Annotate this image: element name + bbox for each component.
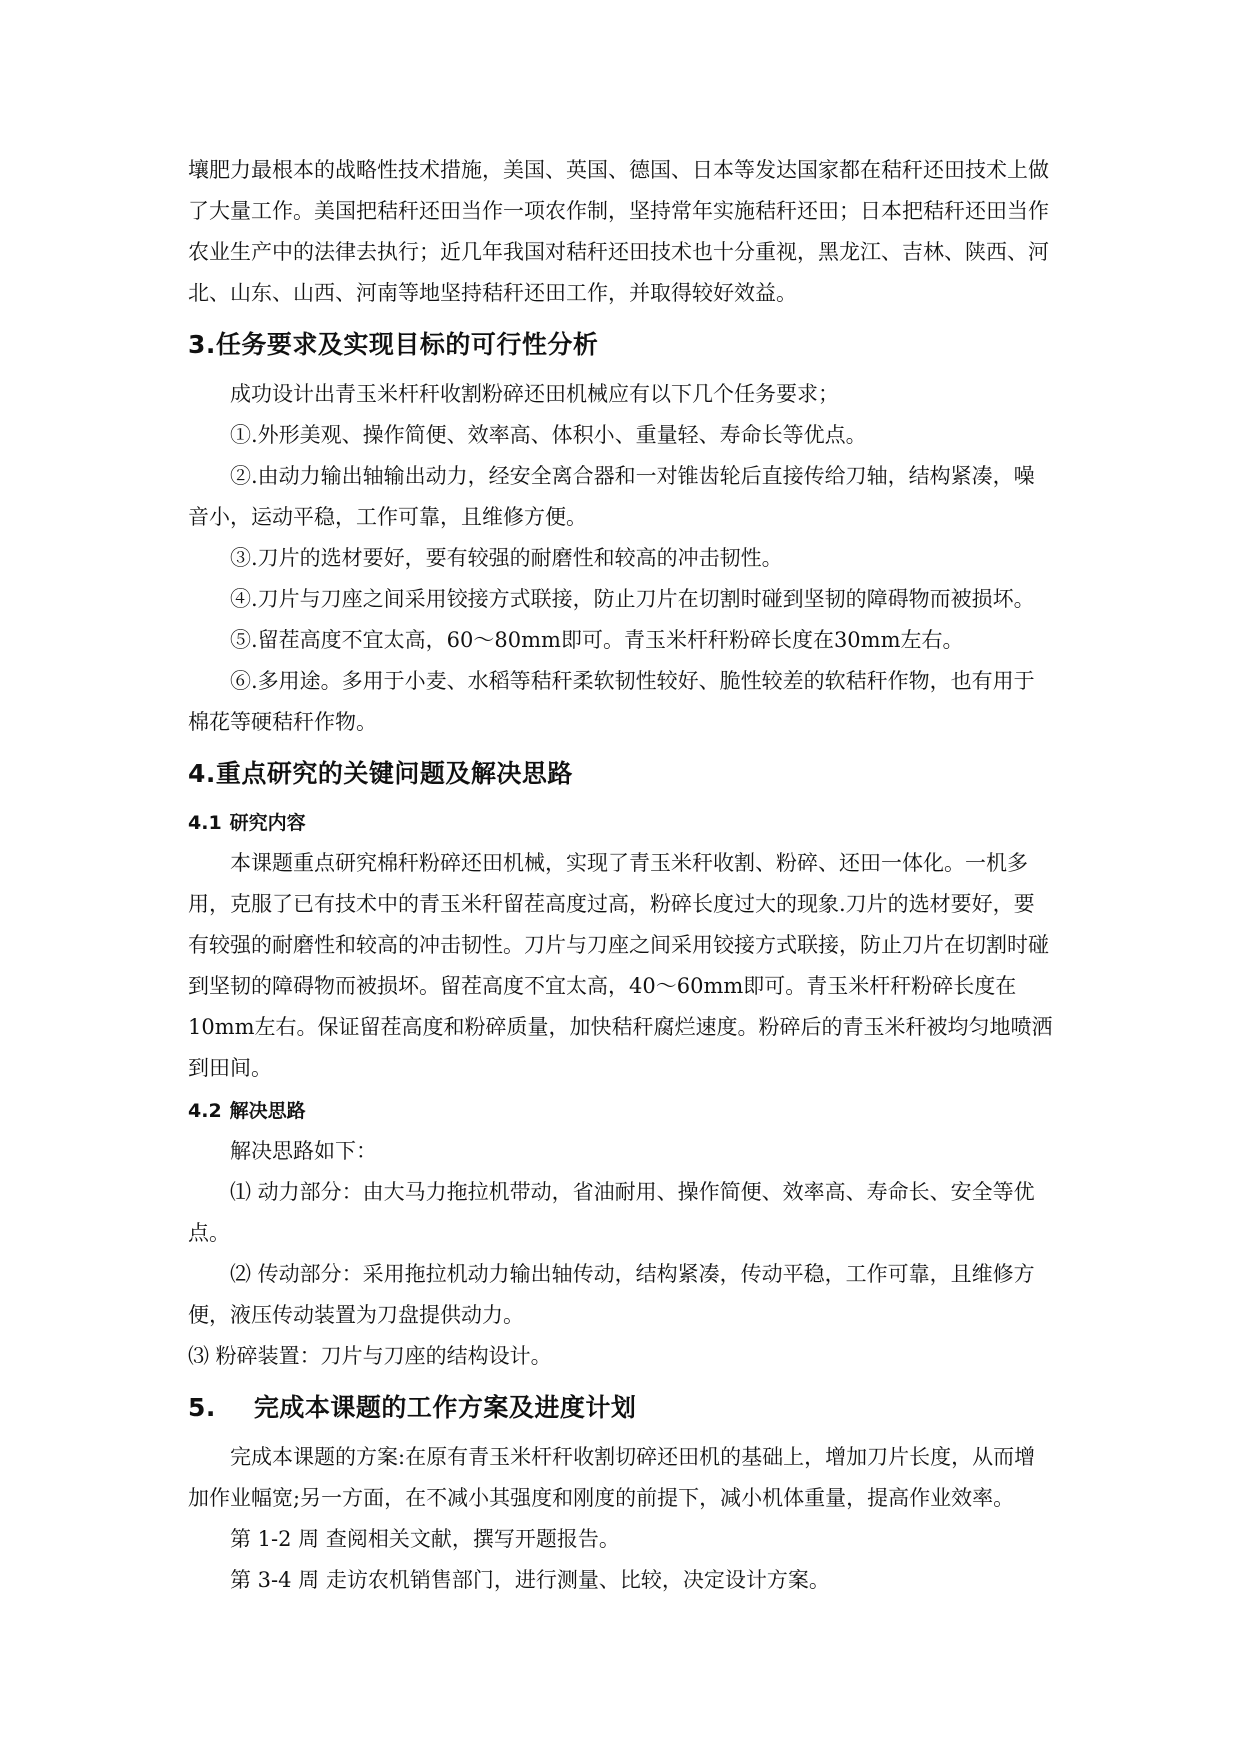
approach-item: ⑶ 粉碎装置：刀片与刀座的结构设计。	[188, 1344, 552, 1368]
subsection-4-2-heading	[188, 1091, 1054, 1131]
approach-item: ⑴ 动力部分：由大马力拖拉机带动，省油耐用、操作简便、效率高、寿命长、安全等优点。	[188, 1180, 1035, 1245]
intro-paragraph: 壤肥力最根本的战略性技术措施，美国、英国、德国、日本等发达国家都在秸秆还田技术上做了大量工作。美国把秸秆还田当作一项农作制，坚持常年实施秸秆还田；日本把秸秆还田当作农业生产中的法律去执行；近几年我国对秸秆还田技术也十分重视，黑龙江、吉林、陕西、河北、山东、山西、河南等地坚持秸秆还田工作，并取得较好效益。	[188, 158, 1049, 305]
research-content-paragraph: 本课题重点研究棉秆粉碎还田机械，实现了青玉米秆收割、粉碎、还田一体化。一机多用，克服了已有技术中的青玉米秆留茬高度过高，粉碎长度过大的现象.刀片的选材要好，要有较强的耐磨性和较高的冲击韧性。刀片与刀座之间采用铰接方式联接，防止刀片在切割时碰到坚韧的障碍物而被损坏。留茬高度不宜太高，40～60mm即可。青玉米杆秆粉碎长度在10mm左右。保证留茬高度和粉碎质量，加快秸秆腐烂速度。粉碎后的青玉米秆被均匀地喷洒到田间。	[188, 851, 1053, 1080]
section-4-heading: 4.重点研究的关键问题及解决思路	[188, 759, 573, 788]
approach-lead: 解决思路如下：	[230, 1139, 377, 1163]
approach-item: ⑵ 传动部分：采用拖拉机动力输出轴传动，结构紧凑，传动平稳，工作可靠，且维修方便，液压传动装置为刀盘提供动力。	[188, 1262, 1035, 1327]
requirement-item: ③.刀片的选材要好，要有较强的耐磨性和较高的冲击韧性。	[230, 546, 783, 570]
requirement-item: ⑤.留茬高度不宜太高，60～80mm即可。青玉米杆秆粉碎长度在30mm左右。	[230, 628, 964, 652]
requirement-item: ②.由动力输出轴输出动力，经安全离合器和一对锥齿轮后直接传给刀轴，结构紧凑，噪音小，运动平稳，工作可靠，且维修方便。	[188, 464, 1035, 529]
schedule-item: 第 1-2 周 查阅相关文献，撰写开题报告。	[230, 1527, 620, 1551]
section-5-heading	[188, 1383, 1054, 1433]
section-3-heading: 3.任务要求及实现目标的可行性分析	[188, 330, 599, 359]
subsection-title: 解决思路	[229, 1100, 306, 1122]
document-page	[188, 150, 1054, 1601]
requirement-item: ④.刀片与刀座之间采用铰接方式联接，防止刀片在切割时碰到坚韧的障碍物而被损坏。	[230, 587, 1035, 611]
subsection-title: 研究内容	[229, 812, 306, 834]
subsection-number: 4.2	[188, 1100, 222, 1122]
subsection-4-1-heading	[188, 803, 1054, 843]
subsection-number: 4.1	[188, 812, 222, 834]
plan-paragraph: 完成本课题的方案:在原有青玉米杆秆收割切碎还田机的基础上，增加刀片长度，从而增加作业幅宽;另一方面，在不减小其强度和刚度的前提下，减小机体重量，提高作业效率。	[188, 1445, 1036, 1510]
requirement-item: ⑥.多用途。多用于小麦、水稻等秸秆柔软韧性较好、脆性较差的软秸秆作物，也有用于棉花等硬秸秆作物。	[188, 669, 1035, 734]
schedule-item: 第 3-4 周 走访农机销售部门，进行测量、比较，决定设计方案。	[230, 1568, 830, 1592]
section-number: 5.	[188, 1393, 216, 1422]
requirement-item: ①.外形美观、操作简便、效率高、体积小、重量轻、寿命长等优点。	[230, 423, 867, 447]
section-title: 完成本课题的工作方案及进度计划	[253, 1393, 637, 1422]
section-3-lead: 成功设计出青玉米杆秆收割粉碎还田机械应有以下几个任务要求；	[230, 382, 839, 406]
